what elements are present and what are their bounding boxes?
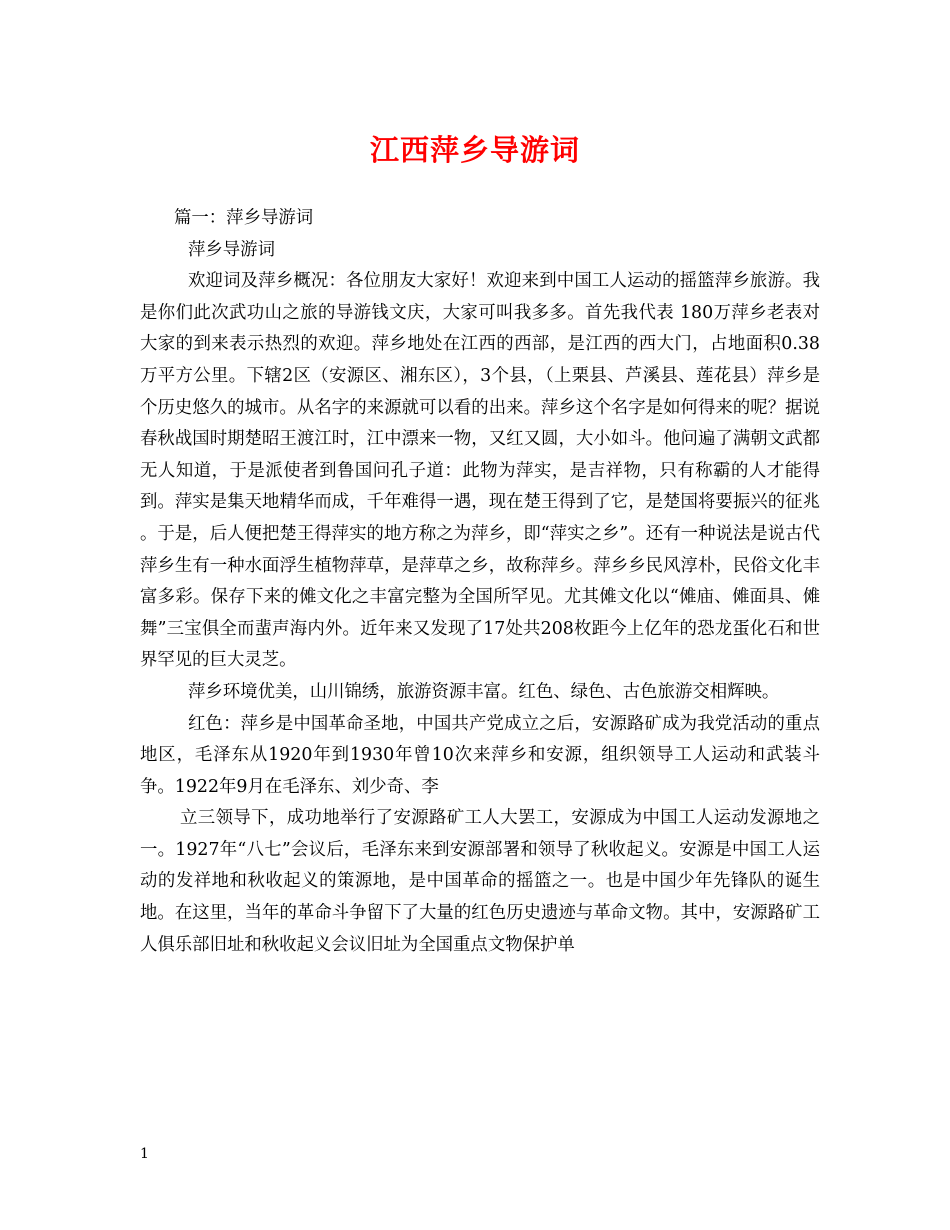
document-body xyxy=(140,203,820,961)
page-number: 1 xyxy=(140,1146,149,1162)
document-title: 江西萍乡导游词 xyxy=(369,133,580,167)
section-subheading: 萍乡导游词 xyxy=(188,239,275,260)
paragraph-red-tourism: 红色：萍乡是中国革命圣地，中国共产党成立之后，安源路矿成为我党活动的重点地区，毛泽东从1920年到1930年曾10次来萍乡和安源，组织领导工人运动和武装斗争。1922年9月在毛泽东、刘少奇、李 xyxy=(140,713,820,797)
paragraph-anyuan-strike: 立三领导下，成功地举行了安源路矿工人大罢工，安源成为中国工人运动发源地之一。1927年“八七”会议后，毛泽东来到安源部署和领导了秋收起义。安源是中国工人运动的发祥地和秋收起义的策源地，是中国革命的摇篮之一。也是中国少年先锋队的诞生地。在这里，当年的革命斗争留下了大量的红色历史遗迹与革命文物。其中，安源路矿工人俱乐部旧址和秋收起义会议旧址为全国重点文物保护单 xyxy=(140,808,820,955)
paragraph-environment: 萍乡环境优美，山川锦绣，旅游资源丰富。红色、绿色、古色旅游交相辉映。 xyxy=(188,681,780,702)
paragraph-intro: 欢迎词及萍乡概况：各位朋友大家好！欢迎来到中国工人运动的摇篮萍乡旅游。我是你们此次武功山之旅的导游钱文庆，大家可叫我多多。首先我代表 180万萍乡老表对大家的到来表示热烈的欢迎。萍乡地处在江西的西部，是江西的西大门，占地面积0.38万平方公里。下辖2区（安源区、湘东区），3个县，（上栗县、芦溪县、莲花县）萍乡是个历史悠久的城市。从名字的来源就可以看的出来。萍乡这个名字是如何得来的呢？据说春秋战国时期楚昭王渡江时，江中漂来一物，又红又圆，大小如斗。他问遍了满朝文武都无人知道，于是派使者到鲁国问孔子道：此物为萍实，是吉祥物，只有称霸的人才能得到。萍实是集天地精华而成，千年难得一遇，现在楚王得到了它，是楚国将要振兴的征兆 。于是，后人便把楚王得萍实的地方称之为萍乡，即“萍实之乡”。还有一种说法是说古代萍乡生有一种水面浮生植物萍草，是萍草之乡，故称萍乡。萍乡乡民风淳朴，民俗文化丰富多彩。保存下来的傩文化之丰富完整为全国所罕见。尤其傩文化以“傩庙、傩面具、傩舞”三宝俱全而蜚声海内外。近年来又发现了17处共208枚距今上亿年的恐龙蛋化石和世界罕见的巨大灵芝。 xyxy=(140,271,820,671)
section-heading: 篇一：萍乡导游词 xyxy=(174,208,314,228)
